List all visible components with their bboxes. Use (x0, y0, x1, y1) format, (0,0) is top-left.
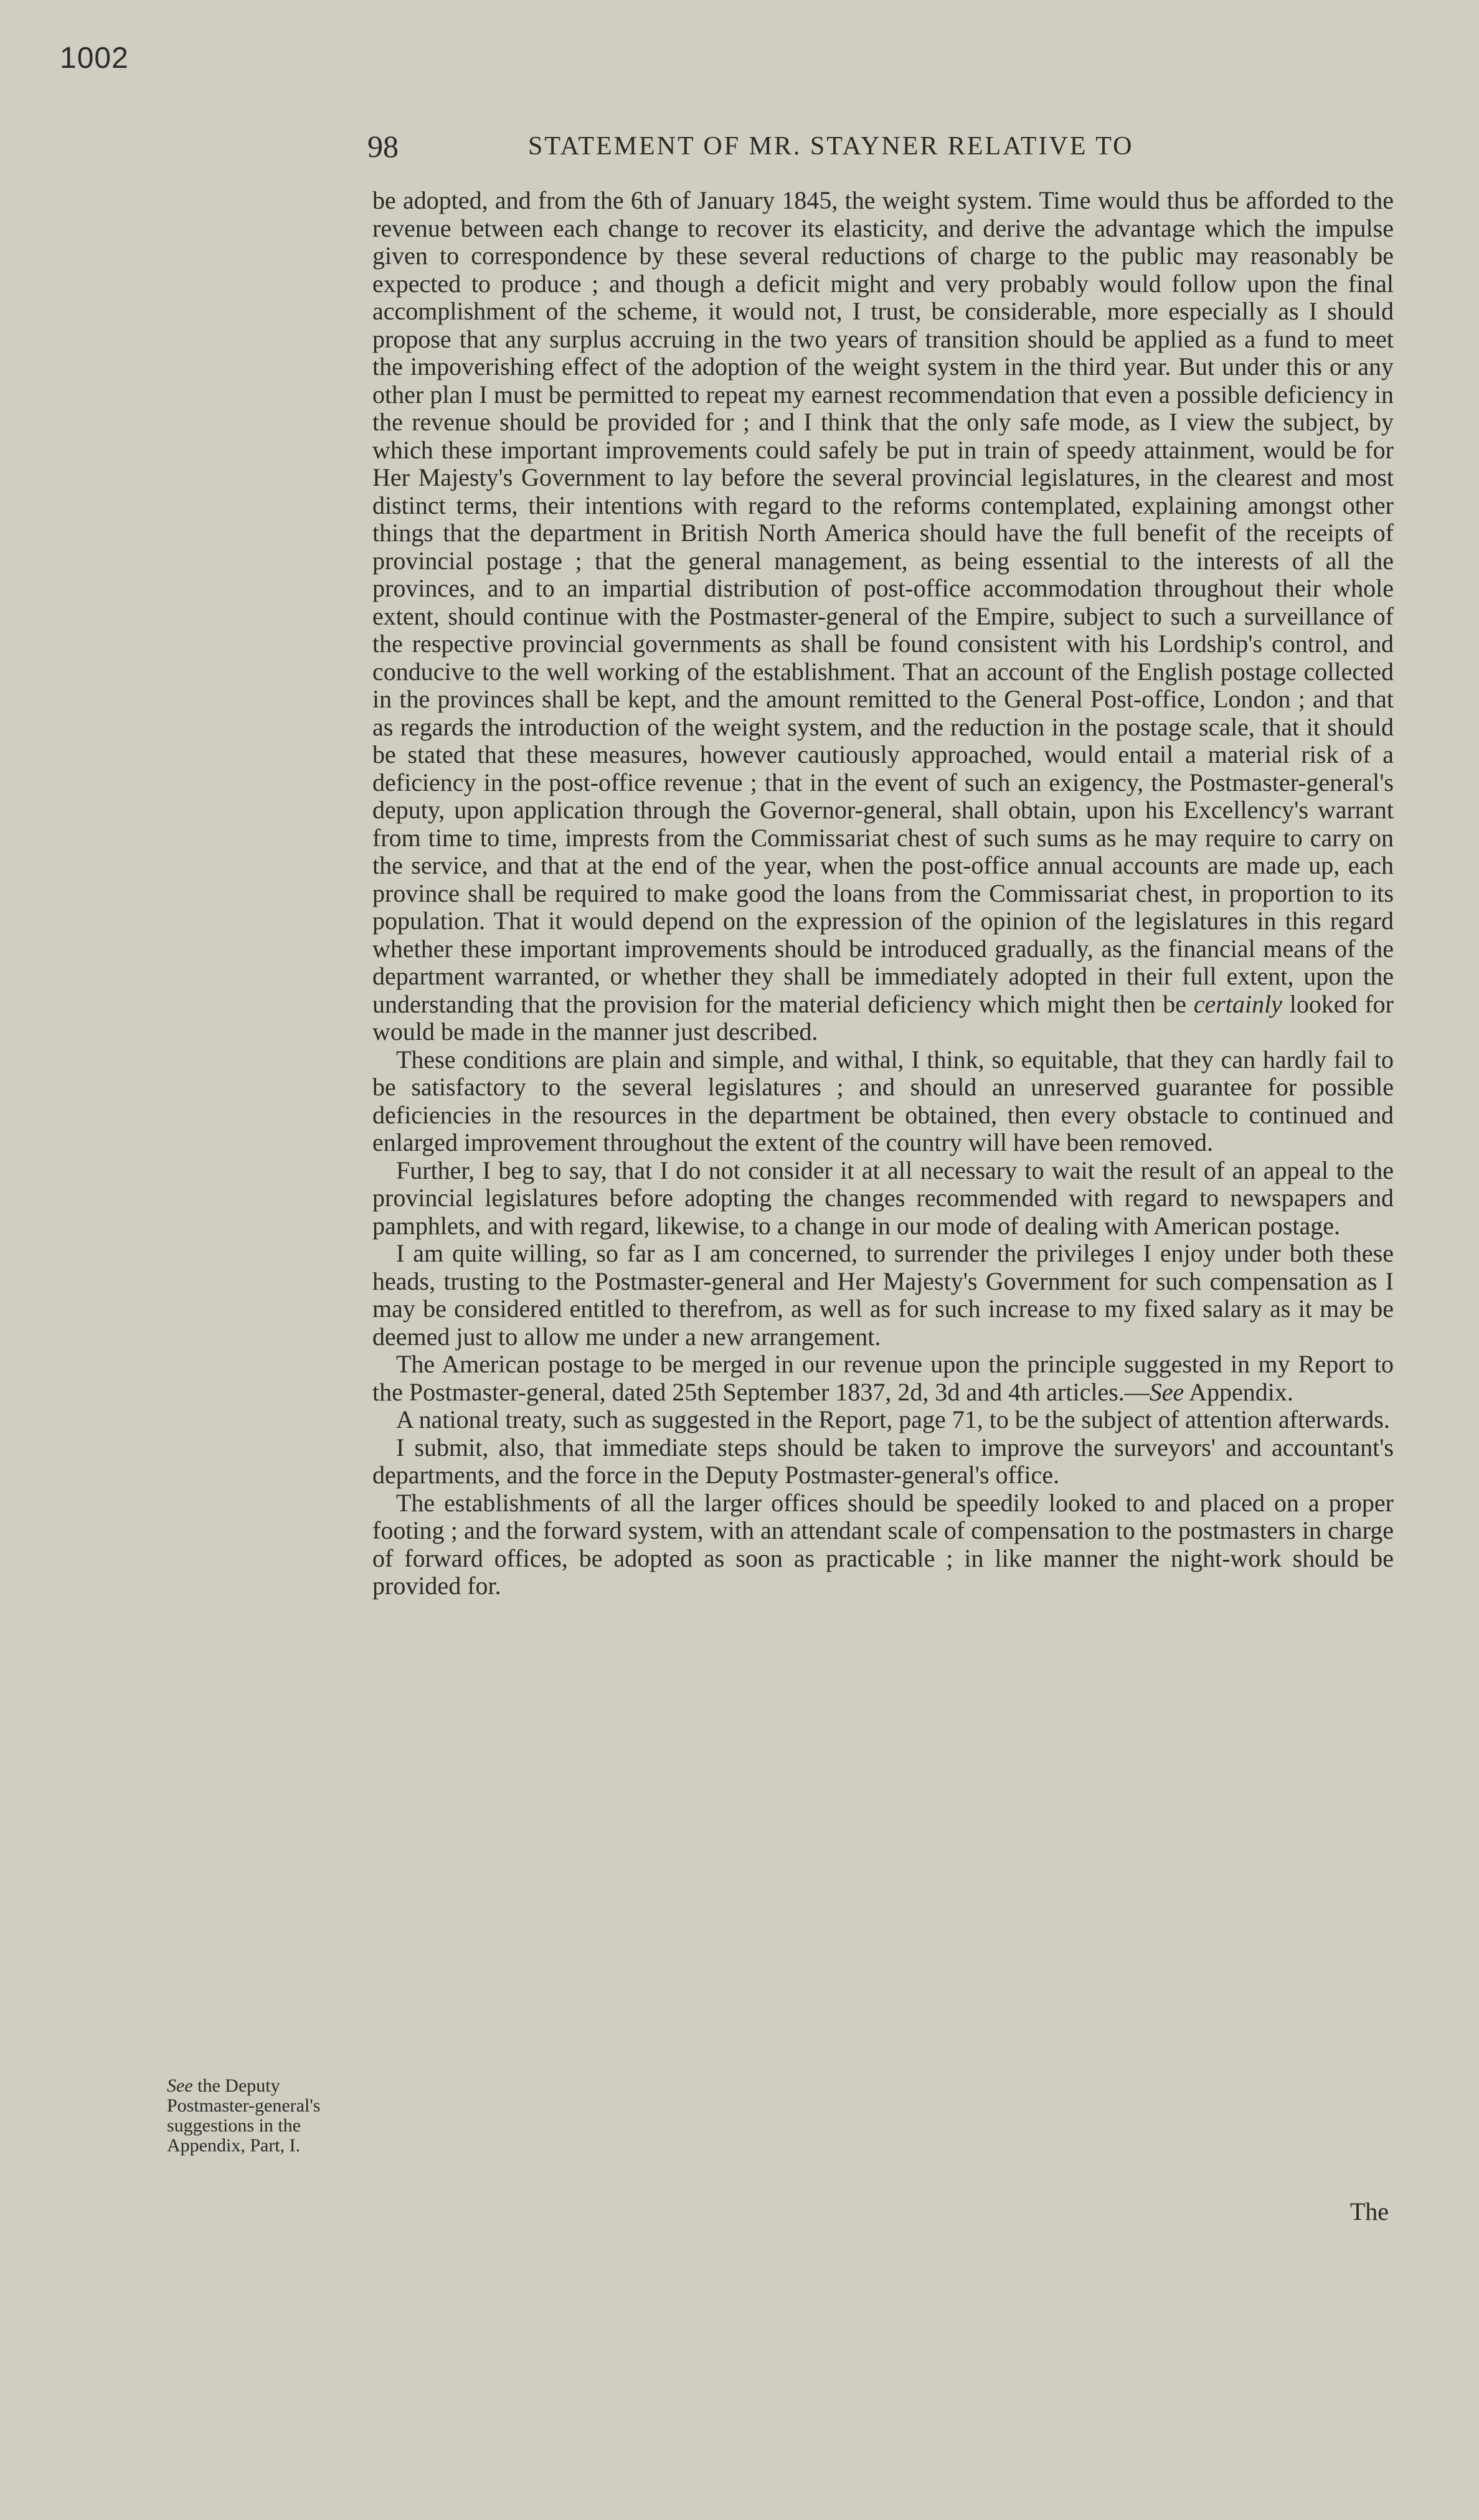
italic-word: certainly (1193, 989, 1282, 1018)
italic-see: See (1149, 1377, 1184, 1406)
paragraph-1-end: looked for would be made in the manner just described. (372, 989, 1394, 1045)
paragraph-1 (372, 187, 1394, 1046)
paragraph-2: These conditions are plain and simple, and withal, I think, so equitable, that they can hardly fail to be satisfactory to the several legislatures ; and should an unreserved guarantee for possible deficiencies in the resources in the department be obtained, then every obstacle to continued and enlarged improvement throughout the extent of the country will have been removed. (372, 1045, 1394, 1156)
page-title: STATEMENT OF MR. STAYNER RELATIVE TO (528, 132, 1134, 161)
margin-note-line-4: Appendix, Part, I. (167, 2135, 301, 2156)
body-text (372, 187, 1394, 1600)
margin-note (167, 2076, 372, 2156)
page-number: 98 (367, 129, 399, 164)
paragraph-5 (372, 1351, 1394, 1406)
running-head (367, 125, 1389, 168)
paragraph-5-text: The American postage to be merged in our revenue upon the principle suggested in my Report to the Postmaster-general, dated 25th September 1837, 2d, 3d and 4th articles.— (372, 1350, 1394, 1406)
margin-note-line-1 (167, 2076, 372, 2096)
paragraph-4: I am quite willing, so far as I am concerned, to surrender the privileges I enjoy under both these heads, trusting to the Postmaster-general and Her Majesty's Government for such compensation as I may be considered entitled to therefrom, as well as for such increase to my fixed salary as it may be deemed just to allow me under a new arrangement. (372, 1239, 1394, 1351)
paragraph-6: A national treaty, such as suggested in the Report, page 71, to be the subject of attention afterwards. (396, 1405, 1390, 1433)
paragraph-7: I submit, also, that immediate steps should be taken to improve the surveyors' and accountant's departments, and the force in the Deputy Postmaster-general's office. (372, 1433, 1394, 1489)
paragraph-5-end: Appendix. (1184, 1377, 1293, 1406)
paragraph-3: Further, I beg to say, that I do not consider it at all necessary to wait the result of an appeal to the provincial legislatures before adopting the changes recommended with regard to newspapers and pamphlets, and with regard, likewise, to a change in our mode of dealing with American postage. (372, 1156, 1394, 1240)
paragraph-1-text: be adopted, and from the 6th of January 1845, the weight system. Time would thus be afforded to the revenue between each change to recover its elasticity, and derive the advantage which the impulse given to correspondence by these several reductions of charge to the public may reasonably be expected to produce ; and though a deficit might and very probably would follow upon the final accomplishment of the scheme, it would not, I trust, be considerable, more especially as I should propose that any surplus accruing in the two years of transition should be applied as a fund to meet the impoverishing effect of the adoption of the weight system in the third year. But under this or any other plan I must be permitted to repeat my earnest recommendation that even a possible deficiency in the revenue should be provided for ; and I think that the only safe mode, as I view the subject, by which these important improvements could safely be put in train of speedy attainment, would be for Her Majesty's Government to lay before the several provincial legislatures, in the clearest and most distinct terms, their intentions with regard to the reforms contemplated, explaining amongst other things that the department in British North America should have the full benefit of the receipts of provincial postage ; that the general management, as being essential to the interests of all the provinces, and to an impartial distribution of post-office accommodation throughout their whole extent, should continue with the Postmaster-general of the Empire, subject to such a surveillance of the respective provincial governments as shall be found consistent with his Lordship's control, and conducive to the well working of the establishment. That an account of the English postage collected in the provinces shall be kept, and the amount remitted to the General Post-office, London ; and that as regards the introduction of the weight system, and the reduction in the postage scale, that it should be stated that these measures, however cautiously approached, would entail a material risk of a deficiency in the post-office revenue ; that in the event of such an exigency, the Postmaster-general's deputy, upon application through the Governor-general, shall obtain, upon his Excellency's warrant from time to time, imprests from the Commissariat chest of such sums as he may require to carry on the service, and that at the end of the year, when the post-office annual accounts are made up, each province shall be required to make good the loans from the Commissariat chest, in proportion to its population. That it would depend on the expression of the opinion of the legislatures in this regard whether these important improvements should be introduced gradually, as the financial means of the department warranted, or whether they shall be immediately adopted in their full extent, upon the understanding that the provision for the material deficiency which might then be (372, 186, 1394, 1018)
paragraph-8: The establishments of all the larger offices should be speedily looked to and placed on a proper footing ; and the forward system, with an attendant scale of compensation to the postmasters in charge of forward offices, be adopted as soon as practicable ; in like manner the night-work should be provided for. (372, 1488, 1394, 1600)
catchword: The (1349, 2197, 1389, 2225)
margin-note-line-3: suggestions in the (167, 2115, 301, 2136)
margin-note-see: See (167, 2075, 193, 2096)
margin-note-line-2: Postmaster-general's (167, 2095, 321, 2116)
scan-page-label: 1002 (60, 42, 129, 75)
margin-note-line-1-rest: the Deputy (192, 2075, 280, 2096)
